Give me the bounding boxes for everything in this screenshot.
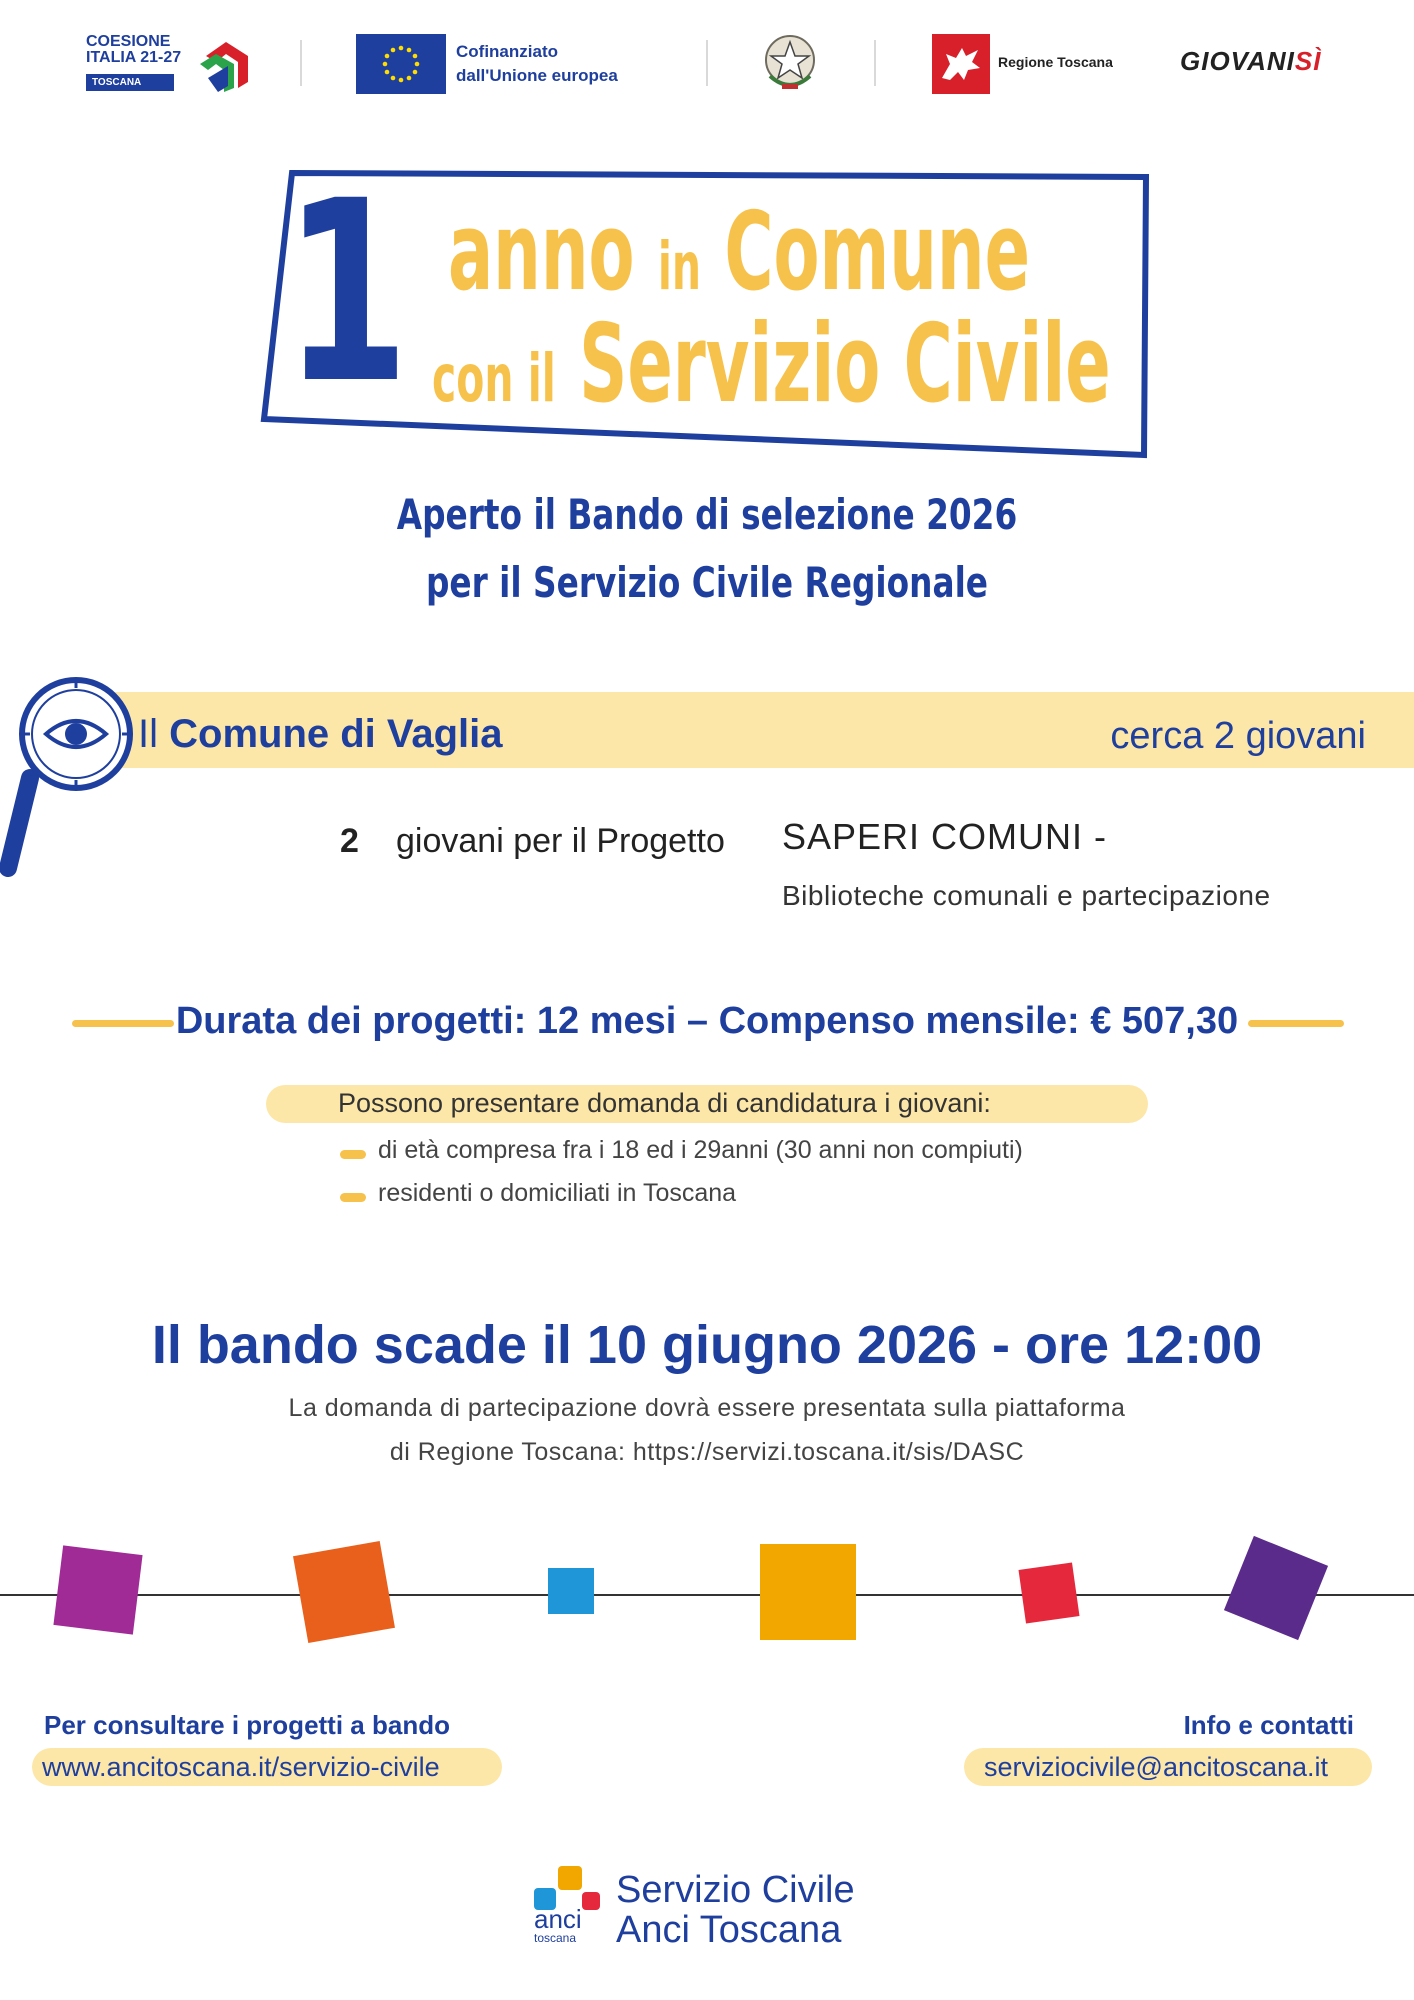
- bullet-icon: [340, 1193, 366, 1202]
- si-word: SÌ: [1294, 46, 1322, 76]
- header-divider: [874, 40, 876, 86]
- regione-toscana-pegasus-icon: [932, 34, 990, 94]
- anci-word: anci: [534, 1904, 582, 1934]
- consult-label: Per consultare i progetti a bando: [44, 1710, 450, 1740]
- anci-square-icon: [558, 1866, 582, 1890]
- title-in: in: [657, 228, 702, 305]
- eu-line1: Cofinanziato: [456, 42, 558, 61]
- info-label: Info e contatti: [1183, 1710, 1354, 1740]
- title-servizio-civile: Servizio Civile: [579, 302, 1111, 427]
- eu-cofinanziato-text: [456, 40, 618, 88]
- header-divider: [300, 40, 302, 86]
- subtitle-line2: per il Servizio Civile Regionale: [425, 558, 989, 607]
- coesione-italia-logo: [86, 30, 246, 96]
- anci-toscana-logo: [530, 1866, 602, 1944]
- coesione-arrows-icon: [198, 34, 254, 92]
- comune-label: [138, 712, 503, 757]
- header-divider: [706, 40, 708, 86]
- title-anno: anno: [448, 190, 635, 315]
- decorative-square: [760, 1544, 856, 1640]
- anci-square-icon: [582, 1892, 600, 1910]
- giovanisi-logo: [1180, 46, 1321, 77]
- decorative-square: [548, 1568, 594, 1614]
- requisito-item: residenti o domiciliati in Toscana: [378, 1179, 737, 1207]
- progetto-subname: Biblioteche comunali e partecipazione: [782, 880, 1271, 911]
- scadenza-note2: di Regione Toscana: https://servizi.toscana.it/sis/DASC: [389, 1438, 1025, 1466]
- regione-toscana-text: Regione Toscana: [998, 54, 1113, 70]
- comune-name: Comune di Vaglia: [169, 712, 503, 756]
- toscana-word: toscana: [534, 1931, 577, 1945]
- scadenza-title: Il bando scade il 10 giugno 2026 - ore 12:00: [151, 1315, 1263, 1375]
- comune-prefix: Il: [138, 712, 158, 756]
- decorative-square: [1224, 1536, 1328, 1640]
- eu-flag-icon: [356, 34, 446, 94]
- title-line2: [432, 302, 1111, 434]
- anci-brand: [616, 1870, 855, 1950]
- bullet-icon: [340, 1150, 366, 1159]
- brand-line2: Anci Toscana: [616, 1909, 842, 1951]
- decorative-line: [0, 1594, 1414, 1596]
- brand-line1: Servizio Civile: [616, 1869, 855, 1911]
- durata-compenso: Durata dei progetti: 12 mesi – Compenso mensile: € 507,30: [175, 1000, 1239, 1042]
- decorative-square: [1019, 1563, 1080, 1624]
- requisito-item: di età compresa fra i 18 ed i 29anni (30 anni non compiuti): [378, 1136, 1023, 1164]
- title-con-il: con il: [432, 340, 556, 417]
- cerca-giovani: cerca 2 giovani: [1110, 715, 1366, 757]
- eu-line2: dall'Unione europea: [456, 66, 618, 85]
- progetto-name: SAPERI COMUNI -: [782, 816, 1108, 857]
- title-comune: Comune: [724, 190, 1030, 315]
- scadenza-note1: La domanda di partecipazione dovrà essere presentata sulla piattaforma: [288, 1394, 1126, 1422]
- decorative-square: [293, 1541, 395, 1643]
- coesione-title: COESIONE ITALIA 21-27: [86, 33, 182, 66]
- giovani-word: GIOVANI: [1180, 46, 1295, 76]
- decorative-square: [53, 1545, 142, 1634]
- subtitle-line1: Aperto il Bando di selezione 2026: [396, 490, 1018, 539]
- italian-republic-emblem-icon: [762, 32, 818, 92]
- coesione-region: TOSCANA: [86, 74, 174, 91]
- title-number: 1: [284, 147, 410, 438]
- progetto-count: 2: [340, 822, 359, 860]
- consult-link[interactable]: www.ancitoscana.it/servizio-civile: [42, 1752, 440, 1782]
- info-link[interactable]: serviziocivile@ancitoscana.it: [984, 1752, 1329, 1782]
- requisiti-title: Possono presentare domanda di candidatura i giovani:: [338, 1088, 991, 1118]
- magnifier-eye-icon: [0, 668, 140, 878]
- progetto-label: giovani per il Progetto: [396, 822, 725, 860]
